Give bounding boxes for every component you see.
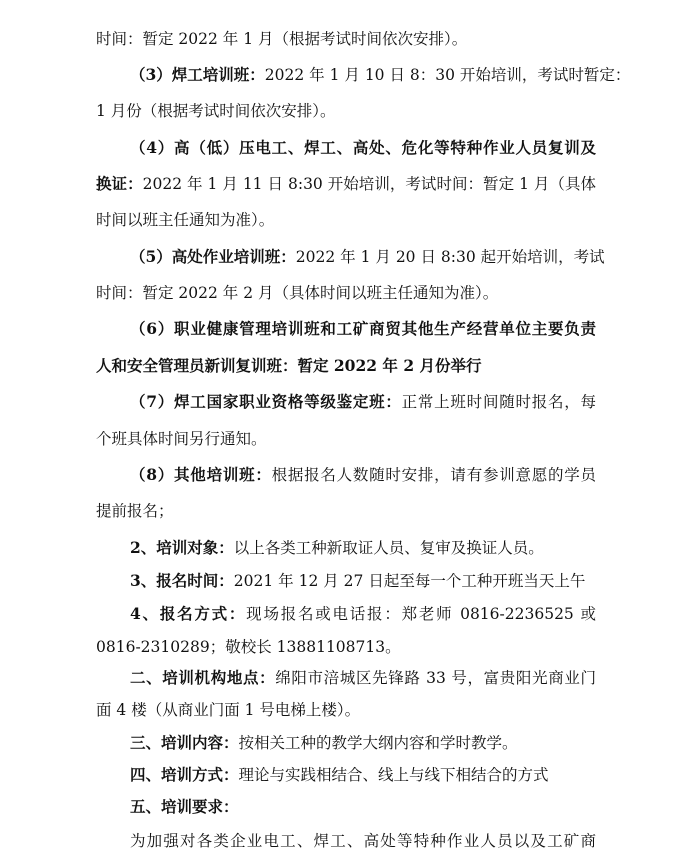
text-line: 2、培训对象：以上各类工种新取证人员、复审及换证人员。 [130, 538, 544, 557]
text-line: 个班具体时间另行通知。 [96, 430, 267, 448]
text-line: 0816-2310289；敬校长 13881108713。 [96, 638, 401, 656]
text-line: 五、培训要求： [130, 797, 239, 816]
text-line: 时间以班主任通知为准）。 [96, 211, 275, 229]
text-line: 四、培训方式：理论与实践相结合、线上与线下相结合的方式 [130, 765, 549, 784]
text-line: （6）职业健康管理培训班和工矿商贸其他生产经营单位主要负责 [130, 319, 596, 338]
text-line: 二、培训机构地点：绵阳市涪城区先锋路 33 号，富贵阳光商业门 [130, 668, 596, 687]
text-line: 人和安全管理员新训复训班：暂定 2022 年 2 月份举行 [96, 356, 482, 375]
text-line: 时间：暂定 2022 年 1 月（根据考试时间依次安排）。 [96, 30, 468, 48]
text-line: （3）焊工培训班：2022 年 1 月 10 日 8：30 开始培训，考试时暂定： [130, 65, 631, 84]
text-line: （8）其他培训班：根据报名人数随时安排，请有参训意愿的学员 [130, 465, 596, 484]
text-line: 1 月份（根据考试时间依次安排）。 [96, 102, 336, 120]
text-line: 提前报名； [96, 502, 174, 520]
text-line: 换证：2022 年 1 月 11 日 8:30 开始培训，考试时间：暂定 1 月（具体 [96, 174, 596, 193]
text-line: 时间：暂定 2022 年 2 月（具体时间以班主任通知为准）。 [96, 284, 499, 302]
text-line: 三、培训内容：按相关工种的教学大纲内容和学时教学。 [130, 733, 518, 752]
text-line: 为加强对各类企业电工、焊工、高处等特种作业人员以及工矿商 [130, 832, 596, 850]
text-line: （4）高（低）压电工、焊工、高处、危化等特种作业人员复训及 [130, 138, 596, 157]
text-line: （5）高处作业培训班：2022 年 1 月 20 日 8:30 起开始培训，考试 [130, 247, 605, 266]
text-line: 4、报名方式：现场报名或电话报：郑老师 0816-2236525 或 [130, 604, 596, 623]
text-line: 3、报名时间：2021 年 12 月 27 日起至每一个工种开班当天上午 [130, 571, 586, 590]
text-line: 面 4 楼（从商业门面 1 号电梯上楼）。 [96, 701, 361, 719]
text-line: （7）焊工国家职业资格等级鉴定班：正常上班时间随时报名，每 [130, 392, 596, 411]
